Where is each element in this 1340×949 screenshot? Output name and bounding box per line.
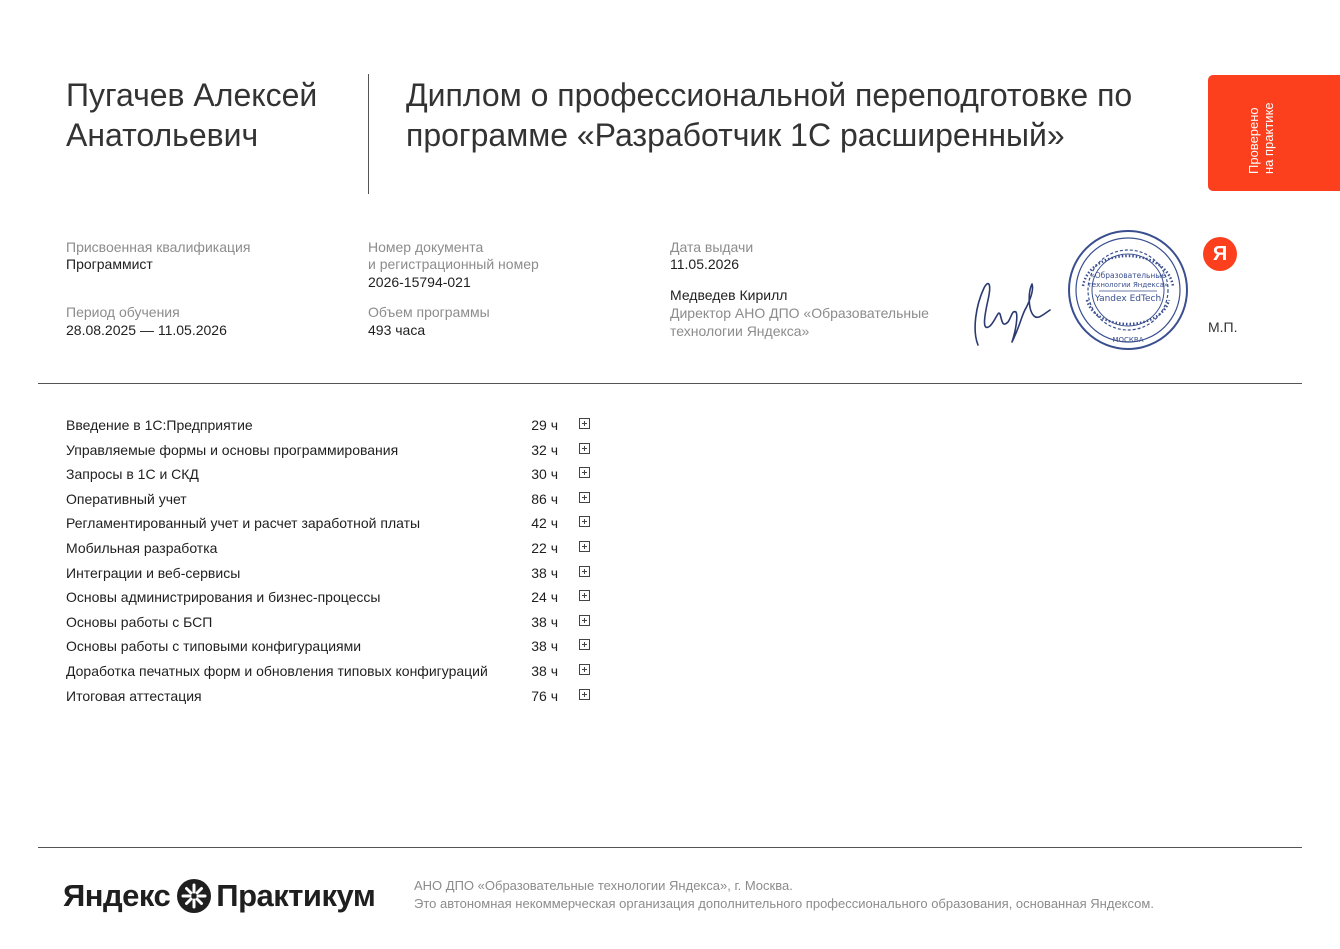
qualification-label: Присвоенная квалификация <box>66 239 251 255</box>
signer-position-line2: технологии Яндекса» <box>670 323 810 339</box>
footer-line2: Это автономная некоммерческая организация дополнительного профессионального образования, основанная Яндексом. <box>414 896 1154 911</box>
brand-left: Яндекс <box>63 878 171 913</box>
course-list <box>66 414 606 709</box>
course-hours: 38 ч <box>531 613 558 630</box>
program-volume-value: 493 часа <box>368 322 426 338</box>
course-name: Основы работы с типовыми конфигурациями <box>66 638 362 655</box>
stamp-line2: технологии Яндекса» <box>1087 281 1169 289</box>
verified-badge-text <box>1246 102 1276 174</box>
course-name: Мобильная разработка <box>66 539 218 556</box>
divider-top <box>38 383 1302 384</box>
stamp-line3: Yandex EdTech <box>1094 294 1162 304</box>
footer-text <box>414 877 1154 913</box>
issue-date-value: 11.05.2026 <box>670 256 740 272</box>
signer-name: Медведев Кирилл <box>670 287 788 303</box>
course-hours: 76 ч <box>531 687 558 704</box>
expand-plus-icon[interactable] <box>579 443 590 454</box>
period-label: Период обучения <box>66 304 180 320</box>
yandex-logo-icon: Я <box>1203 237 1237 271</box>
course-row <box>66 635 606 660</box>
period-value: 28.08.2025 — 11.05.2026 <box>66 322 227 338</box>
course-row <box>66 611 606 636</box>
course-hours: 38 ч <box>531 662 558 679</box>
course-row <box>66 660 606 685</box>
program-volume-label: Объем программы <box>368 304 490 320</box>
expand-plus-icon[interactable] <box>579 566 590 577</box>
organization-stamp <box>1065 228 1191 352</box>
course-name: Интеграции и веб-сервисы <box>66 564 241 581</box>
course-name: Запросы в 1С и СКД <box>66 466 199 483</box>
document-number-value: 2026-15794-021 <box>368 274 471 290</box>
expand-plus-icon[interactable] <box>579 664 590 675</box>
issue-date-label: Дата выдачи <box>670 239 754 255</box>
course-name: Основы администрирования и бизнес-процессы <box>66 589 381 606</box>
course-row <box>66 488 606 513</box>
recipient-name: Пугачев Алексей Анатольевич <box>66 77 318 153</box>
course-row <box>66 537 606 562</box>
expand-plus-icon[interactable] <box>579 590 590 601</box>
course-name: Введение в 1С:Предприятие <box>66 417 253 433</box>
expand-plus-icon[interactable] <box>579 689 590 700</box>
expand-plus-icon[interactable] <box>579 541 590 552</box>
qualification-value: Программист <box>66 256 153 272</box>
course-hours: 38 ч <box>531 638 558 655</box>
header-divider <box>368 74 369 194</box>
course-hours: 30 ч <box>531 466 558 483</box>
course-name: Основы работы с БСП <box>66 613 213 630</box>
course-hours: 38 ч <box>531 564 558 581</box>
stamp-city: МОСКВА <box>1112 336 1144 344</box>
course-name: Управляемые формы и основы программирования <box>66 441 399 458</box>
course-hours: 86 ч <box>531 490 558 507</box>
expand-plus-icon[interactable] <box>579 615 590 626</box>
course-row <box>66 512 606 537</box>
course-row <box>66 414 606 439</box>
expand-plus-icon[interactable] <box>579 639 590 650</box>
course-row <box>66 439 606 464</box>
yandex-practicum-logo <box>63 876 375 916</box>
document-number-label-line2: и регистрационный номер <box>368 256 539 272</box>
practicum-snowflake-icon <box>177 879 211 913</box>
course-name: Оперативный учет <box>66 490 187 507</box>
course-row <box>66 685 606 710</box>
course-row <box>66 562 606 587</box>
course-hours: 42 ч <box>531 515 558 532</box>
expand-plus-icon[interactable] <box>579 516 590 527</box>
verified-badge-line2: на практике <box>1261 102 1276 174</box>
expand-plus-icon[interactable] <box>579 492 590 503</box>
expand-plus-icon[interactable] <box>579 467 590 478</box>
signer-position-line1: Директор АНО ДПО «Образовательные <box>670 305 929 321</box>
stamp-line1: «Образовательные <box>1090 271 1166 280</box>
course-hours: 32 ч <box>531 441 558 458</box>
expand-plus-icon[interactable] <box>579 418 590 429</box>
course-name: Регламентированный учет и расчет заработной платы <box>66 515 421 532</box>
brand-right: Практикум <box>216 878 376 913</box>
course-row <box>66 586 606 611</box>
course-hours: 22 ч <box>531 539 558 556</box>
course-hours: 29 ч <box>531 417 558 433</box>
course-hours: 24 ч <box>531 589 558 606</box>
document-number-label-line1: Номер документа <box>368 239 484 255</box>
course-name: Доработка печатных форм и обновления типовых конфигураций <box>66 662 488 679</box>
seal-place-label: М.П. <box>1208 319 1238 335</box>
course-name: Итоговая аттестация <box>66 687 202 704</box>
course-row <box>66 463 606 488</box>
diploma-title: Диплом о профессиональной переподготовке по программе «Разработчик 1С расширенный» <box>406 77 1133 153</box>
verified-badge-line1: Проверено <box>1246 107 1261 174</box>
divider-bottom <box>38 847 1302 848</box>
footer-line1: АНО ДПО «Образовательные технологии Яндекса», г. Москва. <box>414 878 793 893</box>
signature <box>968 270 1054 350</box>
